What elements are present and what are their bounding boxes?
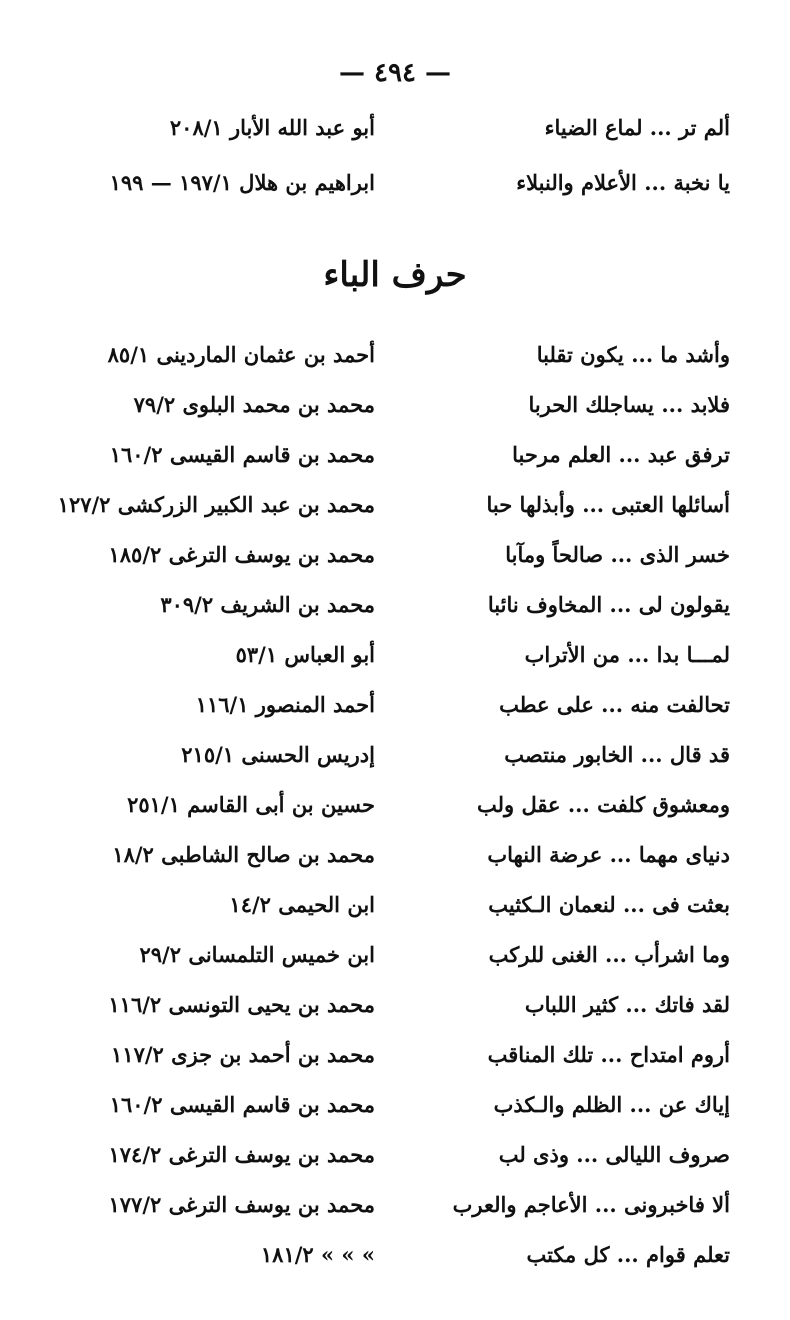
- entry-row: [60, 842, 730, 882]
- verse-text: أسائلها العتبى ... وأبذلها حبا: [486, 492, 730, 517]
- entry-row: [60, 742, 730, 782]
- verse-text: لمـــا بدا ... من الأتراب: [524, 642, 730, 667]
- entry-row: [60, 1042, 730, 1082]
- entry-row: [60, 1142, 730, 1182]
- reference-text: أبو العباس ٥٣/١: [235, 642, 375, 667]
- top-entry-row: [60, 170, 730, 210]
- verse-text: قد قال ... الخابور منتصب: [504, 742, 730, 767]
- reference-text: محمد بن يحيى التونسى ١١٦/٢: [108, 992, 375, 1017]
- verse-text: دنياى مهما ... عرضة النهاب: [487, 842, 730, 867]
- verse-text: ألم تر ... لماع الضياء: [544, 115, 730, 140]
- reference-text: ابراهيم بن هلال ١٩٧/١ — ١٩٩: [109, 170, 375, 195]
- reference-text: أحمد المنصور ١١٦/١: [195, 692, 375, 717]
- entry-row: [60, 642, 730, 682]
- entry-row: [60, 392, 730, 432]
- page-number: — ٤٩٤ —: [338, 58, 452, 88]
- reference-text: محمد بن يوسف الترغى ١٧٧/٢: [108, 1192, 375, 1217]
- reference-text: أحمد بن عثمان الماردينى ٨٥/١: [107, 342, 375, 367]
- entry-row: [60, 692, 730, 732]
- verse-text: بعثت فى ... لنعمان الـكثيب: [488, 892, 730, 917]
- verse-text: يقولون لى ... المخاوف نائبا: [487, 592, 730, 617]
- entry-row: [57, 492, 730, 532]
- top-entry-row: [60, 115, 730, 155]
- verse-text: تحالفت منه ... على عطب: [499, 692, 730, 717]
- verse-text: ومعشوق كلفت ... عقل ولب: [477, 792, 730, 817]
- reference-text: محمد بن محمد البلوى ٧٩/٢: [133, 392, 375, 417]
- verse-text: وما اشرأب ... الغنى للركب: [488, 942, 730, 967]
- entry-row: [60, 1092, 730, 1132]
- reference-text: أبو عبد الله الأبار ٢٠٨/١: [169, 115, 375, 140]
- reference-text: » » » ١٨١/٢: [260, 1242, 375, 1267]
- verse-text: إياك عن ... الظلم والـكذب: [493, 1092, 730, 1117]
- verse-text: تعلم قوام ... كل مكتب: [526, 1242, 730, 1267]
- entry-row: [60, 542, 730, 582]
- reference-text: محمد بن قاسم القيسى ١٦٠/٢: [109, 442, 375, 467]
- verse-text: صروف الليالى ... وذى لب: [498, 1142, 730, 1167]
- verse-text: وأشد ما ... يكون تقلبا: [536, 342, 730, 367]
- verse-text: لقد فاتك ... كثير اللباب: [524, 992, 730, 1017]
- verse-text: أروم امتداح ... تلك المناقب: [487, 1042, 730, 1067]
- reference-text: محمد بن عبد الكبير الزركشى ١٢٧/٢: [57, 492, 375, 517]
- entry-row: [60, 1242, 730, 1282]
- reference-text: ابن الحيمى ١٤/٢: [229, 892, 375, 917]
- entry-row: [60, 442, 730, 482]
- reference-text: محمد بن أحمد بن جزى ١١٧/٢: [111, 1042, 375, 1067]
- reference-text: محمد بن الشريف ٣٠٩/٢: [160, 592, 375, 617]
- reference-text: محمد بن قاسم القيسى ١٦٠/٢: [109, 1092, 375, 1117]
- verse-text: ألا فاخبرونى ... الأعاجم والعرب: [452, 1192, 730, 1217]
- reference-text: حسين بن أبى القاسم ٢٥١/١: [127, 792, 375, 817]
- entry-row: [60, 792, 730, 832]
- verse-text: ترفق عبد ... العلم مرحبا: [512, 442, 730, 467]
- entry-row: [60, 1192, 730, 1232]
- reference-text: إدريس الحسنى ٢١٥/١: [181, 742, 375, 767]
- reference-text: ابن خميس التلمسانى ٢٩/٢: [139, 942, 375, 967]
- entry-row: [60, 592, 730, 632]
- verse-text: خسر الذى ... صالحاً ومآبا: [505, 542, 730, 567]
- section-title: حرف الباء: [323, 255, 467, 295]
- entry-row: [60, 992, 730, 1032]
- verse-text: يا نخبة ... الأعلام والنبلاء: [516, 170, 730, 195]
- reference-text: محمد بن يوسف الترغى ١٨٥/٢: [108, 542, 375, 567]
- verse-text: فلابد ... يساجلك الحربا: [528, 392, 730, 417]
- entry-row: [60, 892, 730, 932]
- reference-text: محمد بن يوسف الترغى ١٧٤/٢: [108, 1142, 375, 1167]
- reference-text: محمد بن صالح الشاطبى ١٨/٢: [112, 842, 375, 867]
- entry-row: [60, 942, 730, 982]
- entry-row: [60, 342, 730, 382]
